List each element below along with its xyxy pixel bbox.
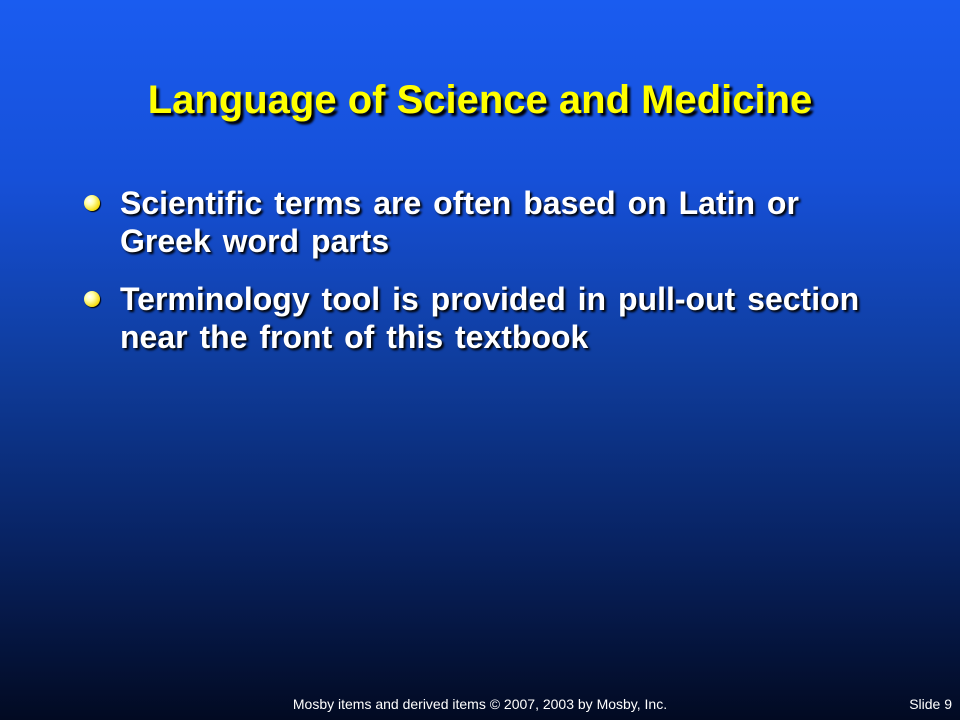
bullet-icon: [84, 291, 100, 307]
bullet-icon: [84, 195, 100, 211]
bullet-item: [84, 184, 884, 260]
slide-number: Slide 9: [909, 696, 952, 712]
slide-title: Language of Science and Medicine: [147, 78, 813, 122]
bullet-text: Terminology tool is provided in pull-out section near the front of this textbook: [120, 281, 860, 355]
bullet-text: Scientific terms are often based on Latin or Greek word parts: [120, 185, 799, 259]
bullet-list: [84, 184, 884, 376]
footer-copyright: Mosby items and derived items © 2007, 2003 by Mosby, Inc.: [292, 696, 668, 712]
bullet-item: [84, 280, 884, 356]
